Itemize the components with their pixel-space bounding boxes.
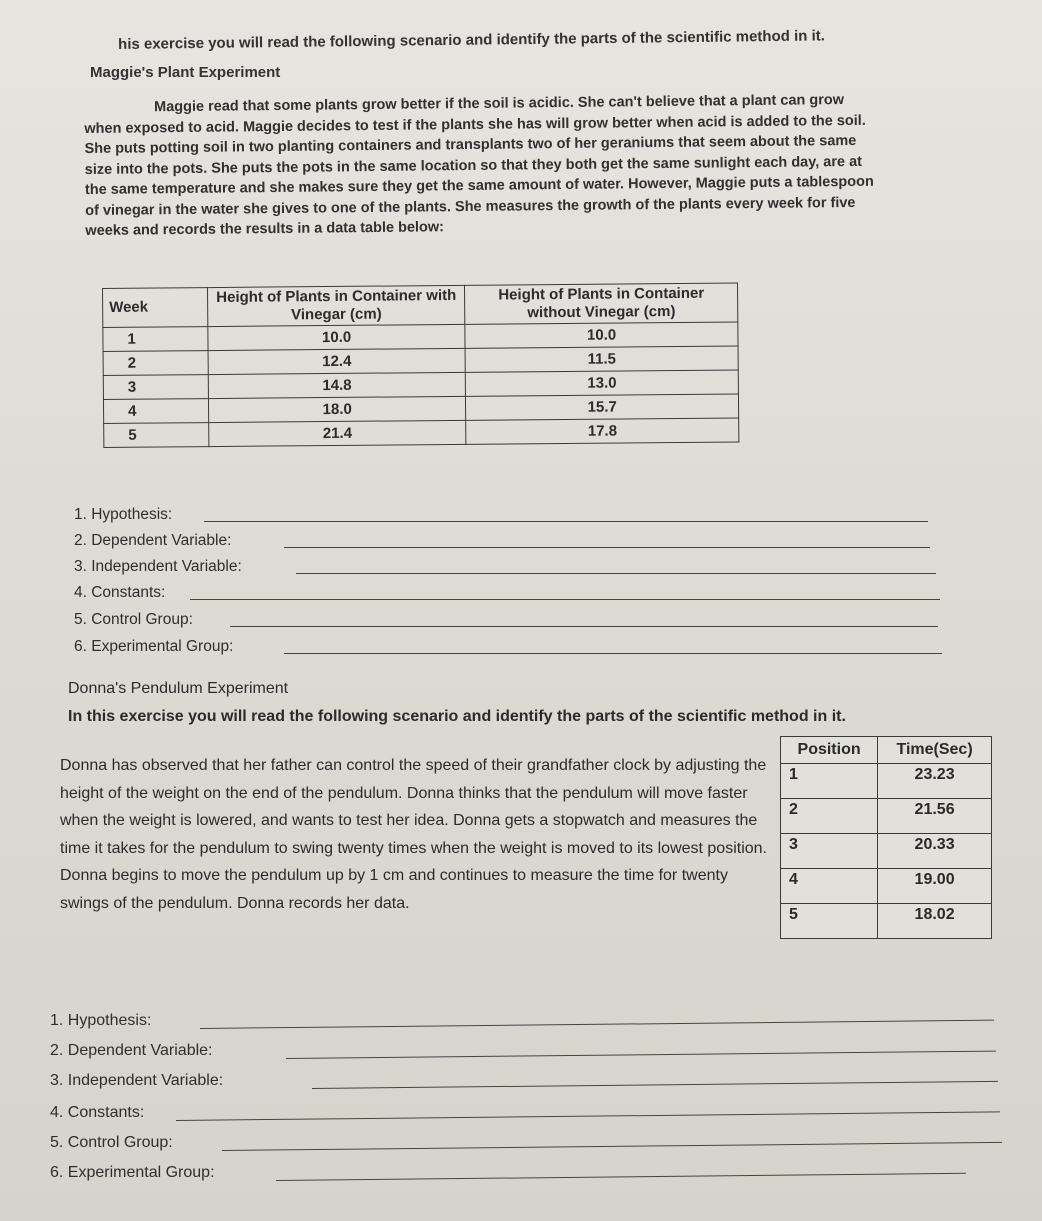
- answer-line-independent-variable[interactable]: [296, 573, 936, 574]
- answer-line-dependent-variable[interactable]: [284, 547, 930, 548]
- question-hypothesis: 1. Hypothesis:: [50, 1012, 152, 1029]
- question-control-group: 5. Control Group:: [50, 1134, 173, 1151]
- question-control-group: 5. Control Group:: [74, 611, 193, 628]
- cell-with-vinegar: 21.4: [209, 420, 467, 446]
- cell-week: 3: [103, 375, 208, 400]
- section2-paragraph: Donna has observed that her father can control the speed of their grandfather clock by adjusting the height of the weight on the end of the pendulum. Donna thinks that the pendulum will move faster when the weight is lowered, and wants to test her idea. Donna gets a stopwatch and measures the time it takes for the pendulum to swing twenty times when the weight is moved to its lowest position. Donna begins to move the pendulum up by 1 cm and continues to measure the time for twenty swings of the pendulum. Donna records her data.: [60, 757, 767, 912]
- cell-with-vinegar: 10.0: [208, 324, 466, 350]
- answer-line-experimental-group[interactable]: [284, 653, 942, 654]
- cell-week: 1: [103, 327, 208, 352]
- plant-data-table: [102, 282, 739, 448]
- answer-line-hypothesis[interactable]: [200, 1020, 994, 1029]
- answer-line-constants[interactable]: [176, 1111, 1000, 1121]
- answer-line-control-group[interactable]: [222, 1142, 1002, 1151]
- cell-with-vinegar: 18.0: [208, 396, 466, 422]
- cell-position: 5: [781, 904, 878, 939]
- table-row: [781, 764, 992, 799]
- section1-intro: his exercise you will read the following scenario and identify the parts of the scientific method in it.: [118, 27, 825, 53]
- header-without-vinegar: Height of Plants in Container without Vinegar (cm): [465, 283, 738, 324]
- question-hypothesis: 1. Hypothesis:: [74, 506, 173, 523]
- table-header-row: [103, 283, 738, 328]
- header-with-vinegar: Height of Plants in Container with Vinegar (cm): [208, 285, 466, 326]
- header-week: Week: [103, 288, 208, 328]
- header-position: Position: [781, 737, 878, 764]
- answer-line-control-group[interactable]: [230, 626, 938, 627]
- question-experimental-group: 6. Experimental Group:: [50, 1164, 215, 1181]
- cell-without-vinegar: 15.7: [466, 394, 739, 420]
- answer-line-experimental-group[interactable]: [276, 1173, 966, 1181]
- cell-position: 1: [781, 764, 878, 799]
- table-row: [781, 869, 992, 904]
- cell-position: 4: [781, 869, 878, 904]
- cell-position: 3: [781, 834, 878, 869]
- cell-time: 19.00: [878, 869, 992, 904]
- section2-title: Donna's Pendulum Experiment: [68, 680, 289, 697]
- section2-intro: In this exercise you will read the following scenario and identify the parts of the scientific method in it.: [68, 708, 846, 725]
- table-row: [781, 904, 992, 939]
- question-constants: 4. Constants:: [74, 584, 166, 601]
- answer-line-constants[interactable]: [190, 599, 940, 600]
- cell-without-vinegar: 11.5: [465, 346, 738, 372]
- cell-week: 2: [103, 351, 208, 376]
- cell-without-vinegar: 17.8: [466, 418, 739, 444]
- cell-with-vinegar: 12.4: [208, 348, 466, 374]
- section1-title: Maggie's Plant Experiment: [90, 64, 281, 81]
- cell-time: 20.33: [878, 834, 992, 869]
- pendulum-data-table: [780, 736, 992, 939]
- cell-position: 2: [781, 799, 878, 834]
- table-row: [104, 418, 739, 448]
- question-independent-variable: 3. Independent Variable:: [50, 1072, 224, 1089]
- cell-week: 5: [104, 423, 209, 448]
- question-independent-variable: 3. Independent Variable:: [74, 558, 242, 575]
- cell-time: 18.02: [878, 904, 992, 939]
- question-experimental-group: 6. Experimental Group:: [74, 638, 234, 655]
- cell-time: 21.56: [878, 799, 992, 834]
- question-dependent-variable: 2. Dependent Variable:: [50, 1042, 213, 1059]
- answer-line-independent-variable[interactable]: [312, 1081, 998, 1089]
- header-time: Time(Sec): [878, 737, 992, 764]
- answer-line-hypothesis[interactable]: [204, 521, 928, 522]
- cell-with-vinegar: 14.8: [208, 372, 466, 398]
- section1-paragraph: Maggie read that some plants grow better if the soil is acidic. She can't believe that a plant can grow when exposed to acid. Maggie decides to test if the plants she has will grow better when acid is added to the soil. She puts potting soil in two planting containers and transplants two of her geraniums that seem about the same size into the pots. She puts the pots in the same location so that they both get the same sunlight each day, are at the same temperature and she makes sure they get the same amount of water. However, Maggie puts a tablespoon of vinegar in the water she gives to one of the plants. She measures the growth of the plants every week for five weeks and records the results in a data table below:: [84, 92, 874, 239]
- answer-line-dependent-variable[interactable]: [286, 1051, 996, 1059]
- cell-time: 23.23: [878, 764, 992, 799]
- cell-week: 4: [103, 399, 208, 424]
- cell-without-vinegar: 13.0: [466, 370, 739, 396]
- table-row: [781, 799, 992, 834]
- table-header-row: [781, 737, 992, 764]
- question-dependent-variable: 2. Dependent Variable:: [74, 532, 232, 549]
- cell-without-vinegar: 10.0: [465, 322, 738, 348]
- question-constants: 4. Constants:: [50, 1104, 145, 1121]
- table-row: [781, 834, 992, 869]
